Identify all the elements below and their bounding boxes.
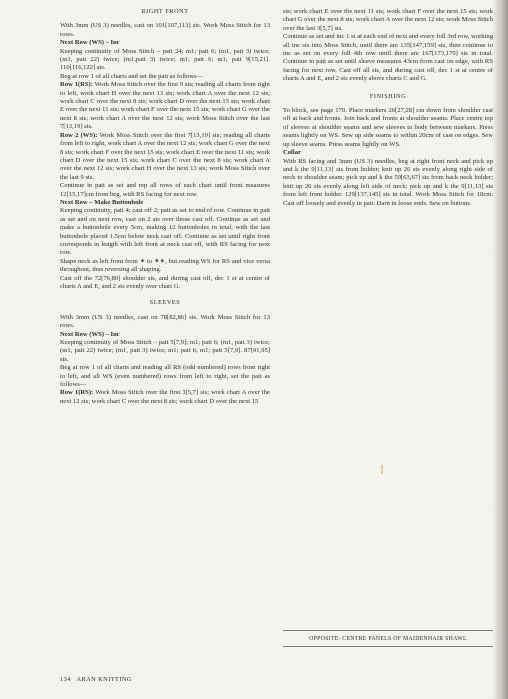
paragraph: Beg at row 1 of all charts and reading all RS (odd numbered) rows from right to left, and all WS (even numbered) rows from left to right, set the patt as follows— <box>60 364 270 389</box>
row-text: Work Moss Stitch over the first 7[13,19] sts; reading all charts from left to right, work chart A over the next 12 sts; work chart G over the next 8 sts; work chart F over the next 15 sts; work chart E over the next 11 sts; work chart D over the next 15 sts; work chart C over the next 8 sts; work chart A over the next 12 sts; work chart H over the next 13 sts; work Moss Stitch over the last 9 sts. <box>60 131 270 181</box>
row-label: Row 2 (WS): <box>60 131 98 139</box>
caption-rule-bottom <box>283 646 493 647</box>
row-label: Row 1(RS): <box>60 389 94 397</box>
paragraph: Beg at row 1 of all charts and set the patt as follows— <box>60 72 204 80</box>
paragraph: Cast off the 72[76,80] shoulder sts, and during cast off, dec 1 st at centre of charts A and E, and 2 sts evenly over chart G. <box>60 274 270 290</box>
finishing-heading: FINISHING <box>369 92 407 100</box>
paragraph: Continue in patt as set and rep all rows of each chart until front measures 12[15,17]cm from beg, with RS facing for next row. <box>60 182 270 198</box>
row-label: Row 1(RS): <box>60 81 93 89</box>
page-spine-shadow <box>492 0 508 699</box>
subheading: Next Row (WS) – Inc <box>60 330 120 338</box>
collar-heading: Collar <box>283 149 301 157</box>
paragraph: Keeping continuity of Moss Stitch – patt 5[7,9]; m1; patt 6; (m1, patt 3) twice; (m1, patt 22) twice; (m1, patt 3) twice; m1; patt 6; m1; patt 5[7,9]. 87[91,95] sts. <box>60 339 270 363</box>
row-text: Work Moss Stitch over the first 3[5,7] sts; work chart A over the next 12 sts; work chart C over the next 8 sts; work chart D over the next 15 <box>60 389 270 405</box>
paragraph: Shape neck as left front from ✶ to ✶✶, but reading WS for RS and vice versa throughout, thus reversing all shaping. <box>60 257 270 274</box>
paragraph <box>60 39 270 47</box>
paragraph <box>60 331 270 339</box>
paragraph <box>283 149 493 157</box>
photo-caption: OPPOSITE: CENTRE PANELS OF MAIDENHAIR SHAWL <box>309 636 467 642</box>
paragraph: With 3mm (US 3) needles, cast on 101[107,113] sts. Work Moss Stitch for 13 rows. <box>60 22 270 38</box>
paragraph: To block, see page 170. Place markers 26[27,28] cm down from shoulder cast off at back and fronts. Join back and fronts at shoulder seams. Place centre top of sleeves at shoulder seams and sew sleeves to body between markers. Press seams lightly on WS. Sew up side seams to within 20cm of cast on edges. Sew up sleeve seams. Press seams lightly on WS. <box>283 107 493 148</box>
paragraph: sts; work chart E over the next 11 sts; work chart F over the next 15 sts; work chart G over the next 8 sts; work chart A over the next 12 sts; work Moss Stitch over the last 3[5,7] sts. <box>283 8 493 32</box>
paragraph: Keeping continuity of Moss Stitch – patt 24; m1; patt 6; (m1, patt 3) twice; (m1, patt 22) twice; (m1,patt 3) twice; m1; patt 6; m1; patt 9[15,21]. 110[116,122] sts. <box>60 47 270 72</box>
caption-rule-top <box>283 630 493 631</box>
page-footer <box>60 676 132 683</box>
paragraph: Continue as set and inc 1 st at each end of next and every foll 3rd row, working all inc sts into Moss Stitch, until there are 135[147,159] sts, then continue to inc as set on every foll 4th row until there are 167[173,179] sts in total. Continue in patt as set until sleeve measures 43cm from cast on edge, with RS facing for next row. Cast off all sts, and during cast off, dec 1 st at centre of charts A and E, and 2 sts evenly above charts C and G. <box>283 33 493 83</box>
left-column <box>60 8 270 406</box>
paragraph: With RS facing and 3mm (US 3) needles, beg at right front neck and pick up and k the 9[11,13] sts from holder; knit up 26 sts evenly along right side of neck to shoulder seam; pick up and k the 59[63,67] sts from back neck holder; knit up 26 sts evenly along left side of neck; pick up and k the 9[11,13] sts from left front holder. 129[137,145] sts in total. Work Moss Stitch for 10cm. Cast off loosely and evenly in patt. Darn in loose ends. Sew on buttons. <box>283 157 493 207</box>
right-front-heading: RIGHT FRONT <box>141 8 189 15</box>
paragraph: Keeping continuity, patt 4; cast off 2; patt as set to end of row. Continue in patt as set and on next row, cast on 2 sts over those cast off. Continue as set and make a buttonhole every 5cm, making 12 buttonholes in total, with the last buttonhole placed 1.5cm below neck cast off. Continue as set until right front corresponds in length with left front at neck cast off, with RS facing for next row. <box>60 207 270 257</box>
subheading: Next Row (WS) – Inc <box>60 39 120 47</box>
running-title: ARAN KNITTING <box>76 676 132 683</box>
right-column <box>283 8 493 208</box>
paragraph <box>60 132 270 182</box>
row-text: Work Moss Stitch over the first 9 sts; reading all charts from right to left, work chart H over the next 13 sts; work chart A over the next 12 sts; work chart C over the next 8 sts; work chart D over the next 15 sts; work chart E over the next 11 sts; work chart F over the next 15 sts; work chart G over the next 8 sts; work chart A over the next 12 sts; work Moss Stitch over the last 7[13,19] sts. <box>60 81 270 131</box>
paragraph <box>60 81 270 131</box>
paragraph: With 3mm (US 3) needles, cast on 78[82,86] sts. Work Moss Stitch for 13 rows. <box>60 313 270 330</box>
paragraph <box>60 199 270 207</box>
subheading: Next Row – Make Buttonhole <box>60 198 144 206</box>
page-number: 134 <box>60 676 71 683</box>
page-blemish <box>381 465 383 474</box>
paragraph <box>60 389 270 406</box>
sleeves-heading: SLEEVES <box>149 299 181 307</box>
